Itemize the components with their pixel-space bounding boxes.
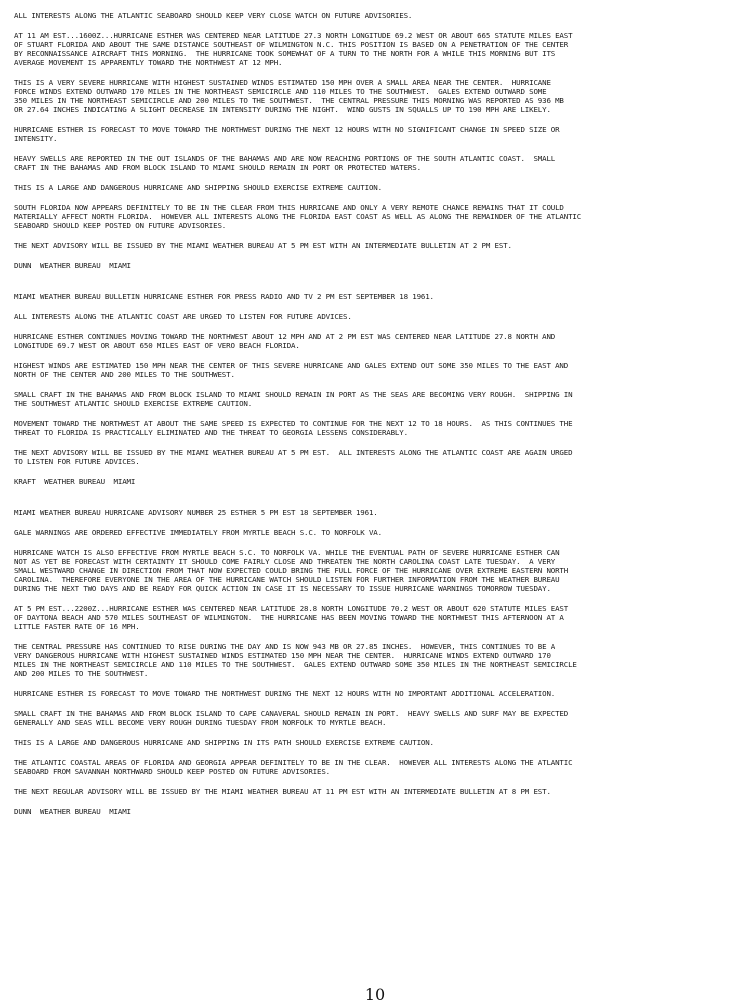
text-line: DUNN WEATHER BUREAU MIAMI bbox=[14, 261, 131, 270]
advisory-paragraph bbox=[14, 292, 746, 301]
advisory-paragraph bbox=[14, 11, 746, 20]
advisory-paragraph bbox=[14, 528, 746, 537]
text-line: VERY DANGEROUS HURRICANE WITH HIGHEST SUSTAINED WINDS ESTIMATED 150 MPH NEAR THE CENTER. HURRICANE WINDS EXTEND OUTWARD 170 bbox=[14, 651, 551, 660]
text-line: FORCE WINDS EXTEND OUTWARD 170 MILES IN THE NORTHEAST SEMICIRCLE AND 110 MILES TO THE SOUTHWEST. GALES EXTEND OUTWARD SOME bbox=[14, 87, 547, 96]
advisory-section bbox=[14, 292, 746, 486]
text-line: MIAMI WEATHER BUREAU HURRICANE ADVISORY NUMBER 25 ESTHER 5 PM EST 18 SEPTEMBER 1961. bbox=[14, 508, 378, 517]
advisory-paragraph bbox=[14, 125, 746, 143]
advisory-paragraph bbox=[14, 419, 746, 437]
text-line: INTENSITY. bbox=[14, 134, 58, 143]
text-line: MILES IN THE NORTHEAST SEMICIRCLE AND 110 MILES TO THE SOUTHWEST. GALES EXTEND OUTWARD SOME 350 MILES IN THE NORTHEAST SEMICIRCLE bbox=[14, 660, 577, 669]
text-line: CRAFT IN THE BAHAMAS AND FROM BLOCK ISLAND TO MIAMI SHOULD REMAIN IN PORT OR PROTECTED WATERS. bbox=[14, 163, 421, 172]
text-line: TO LISTEN FOR FUTURE ADVICES. bbox=[14, 457, 140, 466]
text-line: THREAT TO FLORIDA IS PRACTICALLY ELIMINATED AND THE THREAT TO GEORGIA LESSENS CONSIDERABLY. bbox=[14, 428, 408, 437]
text-line: MIAMI WEATHER BUREAU BULLETIN HURRICANE ESTHER FOR PRESS RADIO AND TV 2 PM EST SEPTEMBER 18 1961. bbox=[14, 292, 434, 301]
text-line: HIGHEST WINDS ARE ESTIMATED 150 MPH NEAR THE CENTER OF THIS SEVERE HURRICANE AND GALES EXTEND OUT SOME 350 MILES TO THE EAST AND bbox=[14, 361, 569, 370]
text-line: OR 27.64 INCHES INDICATING A SLIGHT DECREASE IN INTENSITY DURING THE NIGHT. WIND GUSTS IN SQUALLS UP TO 190 MPH ARE LIKELY. bbox=[14, 105, 551, 114]
text-line: SEABOARD SHOULD KEEP POSTED ON FUTURE ADVISORIES. bbox=[14, 221, 227, 230]
text-line: AT 11 AM EST...1600Z...HURRICANE ESTHER WAS CENTERED NEAR LATITUDE 27.3 NORTH LONGITUDE 69.2 WEST OR ABOUT 665 STATUTE MILES EAST bbox=[14, 31, 573, 40]
advisory-paragraph bbox=[14, 689, 746, 698]
text-line: ALL INTERESTS ALONG THE ATLANTIC COAST ARE URGED TO LISTEN FOR FUTURE ADVICES. bbox=[14, 312, 352, 321]
advisory-paragraph bbox=[14, 709, 746, 727]
text-line: SMALL WESTWARD CHANGE IN DIRECTION FROM THAT NOW EXPECTED COULD BRING THE FULL FORCE OF THE HURRICANE OVER EXTREME EASTERN NORTH bbox=[14, 566, 569, 575]
advisory-paragraph bbox=[14, 390, 746, 408]
text-line: LITTLE FASTER RATE OF 16 MPH. bbox=[14, 622, 140, 631]
advisory-paragraph bbox=[14, 183, 746, 192]
text-line: THE NEXT ADVISORY WILL BE ISSUED BY THE MIAMI WEATHER BUREAU AT 5 PM EST. ALL INTERESTS ALONG THE ATLANTIC COAST ARE AGAIN URGED bbox=[14, 448, 573, 457]
advisory-paragraph bbox=[14, 548, 746, 593]
advisory-paragraph bbox=[14, 787, 746, 796]
advisory-paragraph bbox=[14, 642, 746, 678]
text-line: THE CENTRAL PRESSURE HAS CONTINUED TO RISE DURING THE DAY AND IS NOW 943 MB OR 27.85 INCHES. HOWEVER, THIS CONTINUES TO BE A bbox=[14, 642, 556, 651]
text-line: AND 200 MILES TO THE SOUTHWEST. bbox=[14, 669, 149, 678]
page-number: 10 bbox=[364, 985, 386, 1004]
advisory-paragraph bbox=[14, 477, 746, 486]
text-line: HURRICANE WATCH IS ALSO EFFECTIVE FROM MYRTLE BEACH S.C. TO NORFOLK VA. WHILE THE EVENTUAL PATH OF SEVERE HURRICANE ESTHER CAN bbox=[14, 548, 560, 557]
text-line: OF DAYTONA BEACH AND 570 MILES SOUTHEAST OF WILMINGTON. THE HURRICANE HAS BEEN MOVING TOWARD THE NORTHWEST THIS AFTERNOON AT A bbox=[14, 613, 564, 622]
advisory-paragraph bbox=[14, 154, 746, 172]
text-line: AVERAGE MOVEMENT IS APPARENTLY TOWARD THE NORTHWEST AT 12 MPH. bbox=[14, 58, 283, 67]
text-line: ALL INTERESTS ALONG THE ATLANTIC SEABOARD SHOULD KEEP VERY CLOSE WATCH ON FUTURE ADVISORIES. bbox=[14, 11, 413, 20]
text-line: HEAVY SWELLS ARE REPORTED IN THE OUT ISLANDS OF THE BAHAMAS AND ARE NOW REACHING PORTIONS OF THE SOUTH ATLANTIC COAST. SMALL bbox=[14, 154, 556, 163]
text-line: SEABOARD FROM SAVANNAH NORTHWARD SHOULD KEEP POSTED ON FUTURE ADVISORIES. bbox=[14, 767, 330, 776]
text-line: MOVEMENT TOWARD THE NORTHWEST AT ABOUT THE SAME SPEED IS EXPECTED TO CONTINUE FOR THE NEXT 12 TO 18 HOURS. AS THIS CONTINUES THE bbox=[14, 419, 573, 428]
advisory-paragraph bbox=[14, 312, 746, 321]
advisory-section bbox=[14, 508, 746, 816]
text-line: THE ATLANTIC COASTAL AREAS OF FLORIDA AND GEORGIA APPEAR DEFINITELY TO BE IN THE CLEAR. HOWEVER ALL INTERESTS ALONG THE ATLANTIC bbox=[14, 758, 573, 767]
advisory-paragraph bbox=[14, 261, 746, 270]
text-line: HURRICANE ESTHER IS FORECAST TO MOVE TOWARD THE NORTHWEST DURING THE NEXT 12 HOURS WITH NO SIGNIFICANT CHANGE IN SPEED SIZE OR bbox=[14, 125, 560, 134]
text-line: SMALL CRAFT IN THE BAHAMAS AND FROM BLOCK ISLAND TO MIAMI SHOULD REMAIN IN PORT AS THE SEAS ARE BECOMING VERY ROUGH. SHIPPING IN bbox=[14, 390, 573, 399]
text-line: GENERALLY AND SEAS WILL BECOME VERY ROUGH DURING TUESDAY FROM NORFOLK TO MYRTLE BEACH. bbox=[14, 718, 387, 727]
text-line: SMALL CRAFT IN THE BAHAMAS AND FROM BLOCK ISLAND TO CAPE CANAVERAL SHOULD REMAIN IN PORT. HEAVY SWELLS AND SURF MAY BE EXPECTED bbox=[14, 709, 569, 718]
text-line: NOT AS YET BE FORECAST WITH CERTAINTY IT SHOULD COME FAIRLY CLOSE AND THREATEN THE NORTH CAROLINA COAST LATE TUESDAY. A VERY bbox=[14, 557, 556, 566]
text-line: 350 MILES IN THE NORTHEAST SEMICIRCLE AND 200 MILES TO THE SOUTHWEST. THE CENTRAL PRESSURE THIS MORNING WAS REPORTED AS 936 MB bbox=[14, 96, 564, 105]
text-line: HURRICANE ESTHER IS FORECAST TO MOVE TOWARD THE NORTHWEST DURING THE NEXT 12 HOURS WITH NO IMPORTANT ADDITIONAL ACCELERATION. bbox=[14, 689, 556, 698]
advisory-paragraph bbox=[14, 332, 746, 350]
text-line: AT 5 PM EST...2200Z...HURRICANE ESTHER WAS CENTERED NEAR LATITUDE 28.8 NORTH LONGITUDE 70.2 WEST OR ABOUT 620 STATUTE MILES EAST bbox=[14, 604, 569, 613]
advisory-paragraph bbox=[14, 604, 746, 631]
text-line: DURING THE NEXT TWO DAYS AND BE READY FOR QUICK ACTION IN CASE IT IS NECESSARY TO ISSUE HURRICANE WARNINGS TOMORROW TUESDAY. bbox=[14, 584, 551, 593]
text-line: SOUTH FLORIDA NOW APPEARS DEFINITELY TO BE IN THE CLEAR FROM THIS HURRICANE AND ONLY A VERY REMOTE CHANCE REMAINS THAT IT COULD bbox=[14, 203, 564, 212]
text-line: KRAFT WEATHER BUREAU MIAMI bbox=[14, 477, 136, 486]
text-line: THIS IS A LARGE AND DANGEROUS HURRICANE AND SHIPPING IN ITS PATH SHOULD EXERCISE EXTREME CAUTION. bbox=[14, 738, 434, 747]
text-line: CAROLINA. THEREFORE EVERYONE IN THE AREA OF THE HURRICANE WATCH SHOULD LISTEN FOR FURTHER INFORMATION FROM THE WEATHER BUREAU bbox=[14, 575, 560, 584]
text-line: BY RECONNAISSANCE AIRCRAFT THIS MORNING. THE HURRICANE TOOK SOMEWHAT OF A TURN TO THE NORTH FOR A WHILE THIS MORNING BUT ITS bbox=[14, 49, 556, 58]
advisory-paragraph bbox=[14, 31, 746, 67]
advisory-paragraph bbox=[14, 203, 746, 230]
text-line: DUNN WEATHER BUREAU MIAMI bbox=[14, 807, 131, 816]
text-line: LONGITUDE 69.7 WEST OR ABOUT 650 MILES EAST OF VERO BEACH FLORIDA. bbox=[14, 341, 300, 350]
text-line: THE NEXT ADVISORY WILL BE ISSUED BY THE MIAMI WEATHER BUREAU AT 5 PM EST WITH AN INTERMEDIATE BULLETIN AT 2 PM EST. bbox=[14, 241, 512, 250]
text-line: THE SOUTHWEST ATLANTIC SHOULD EXERCISE EXTREME CAUTION. bbox=[14, 399, 253, 408]
text-line: THIS IS A LARGE AND DANGEROUS HURRICANE AND SHIPPING SHOULD EXERCISE EXTREME CAUTION. bbox=[14, 183, 382, 192]
advisory-paragraph bbox=[14, 738, 746, 747]
advisory-paragraph bbox=[14, 758, 746, 776]
text-line: MATERIALLY AFFECT NORTH FLORIDA. HOWEVER ALL INTERESTS ALONG THE FLORIDA EAST COAST AS WELL AS ALONG THE REMAINDER OF THE ATLANTIC bbox=[14, 212, 582, 221]
advisory-document bbox=[14, 0, 746, 816]
advisory-paragraph bbox=[14, 78, 746, 114]
advisory-paragraph bbox=[14, 508, 746, 517]
advisory-paragraph bbox=[14, 241, 746, 250]
text-line: HURRICANE ESTHER CONTINUES MOVING TOWARD THE NORTHWEST ABOUT 12 MPH AND AT 2 PM EST WAS CENTERED NEAR LATITUDE 27.8 NORTH AND bbox=[14, 332, 556, 341]
advisory-paragraph bbox=[14, 807, 746, 816]
text-line: NORTH OF THE CENTER AND 200 MILES TO THE SOUTHWEST. bbox=[14, 370, 235, 379]
advisory-paragraph bbox=[14, 361, 746, 379]
text-line: THIS IS A VERY SEVERE HURRICANE WITH HIGHEST SUSTAINED WINDS ESTIMATED 150 MPH OVER A SMALL AREA NEAR THE CENTER. HURRICANE bbox=[14, 78, 551, 87]
advisory-section bbox=[14, 0, 746, 270]
text-line: THE NEXT REGULAR ADVISORY WILL BE ISSUED BY THE MIAMI WEATHER BUREAU AT 11 PM EST WITH AN INTERMEDIATE BULLETIN AT 8 PM EST. bbox=[14, 787, 551, 796]
text-line: OF STUART FLORIDA AND ABOUT THE SAME DISTANCE SOUTHEAST OF WILMINGTON N.C. THIS POSITION IS BASED ON A PENETRATION OF THE CENTER bbox=[14, 40, 569, 49]
advisory-paragraph bbox=[14, 448, 746, 466]
text-line: GALE WARNINGS ARE ORDERED EFFECTIVE IMMEDIATELY FROM MYRTLE BEACH S.C. TO NORFOLK VA. bbox=[14, 528, 382, 537]
